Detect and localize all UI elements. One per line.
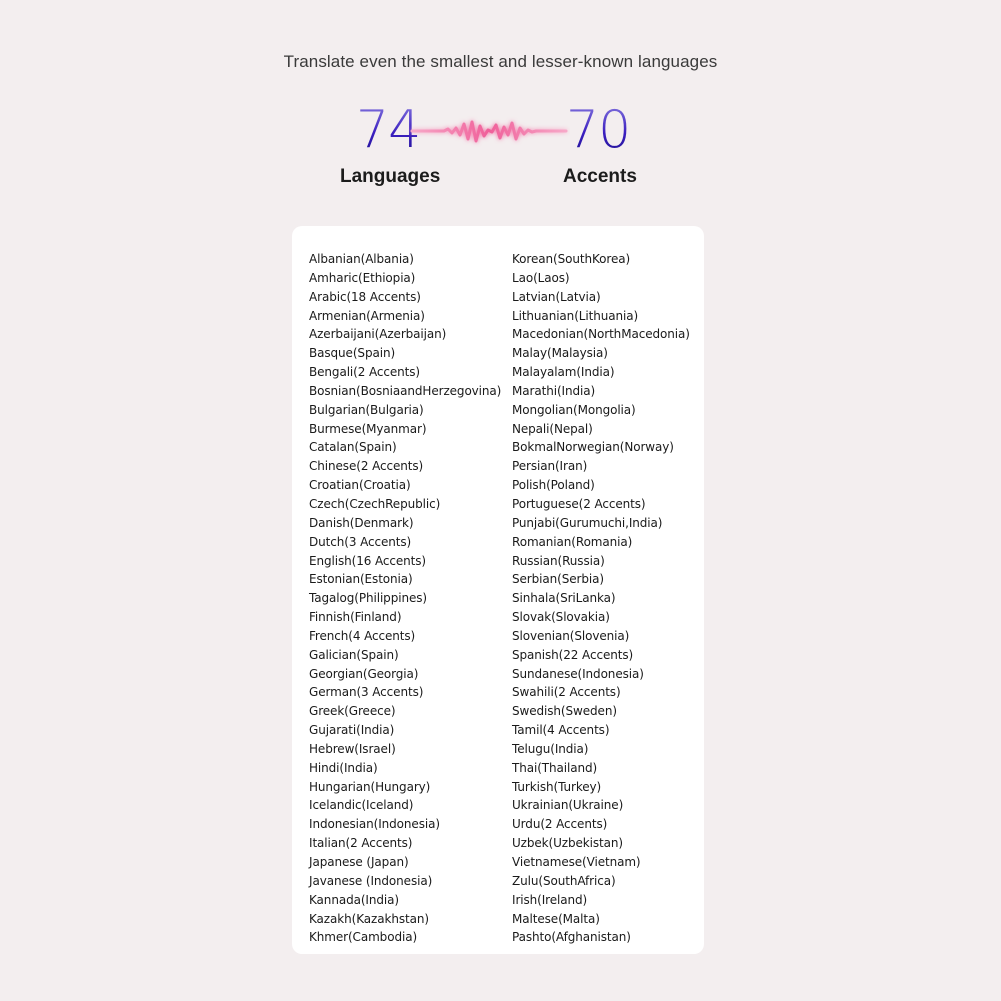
language-item: Albanian(Albania) [309,252,414,266]
language-item: Romanian(Romania) [512,534,633,549]
language-item: Telugu(India) [512,741,589,756]
language-item: Greek(Greece) [309,704,396,719]
language-item: Pashto(Afghanistan) [512,930,631,945]
language-item: Georgian(Georgia) [309,666,419,681]
page-headline: Translate even the smallest and lesser-known languages [283,52,718,71]
language-item: Khmer(Cambodia) [309,930,418,945]
language-item: Czech(CzechRepublic) [309,496,441,511]
accents-count: 70 [566,100,631,160]
language-item: Kazakh(Kazakhstan) [309,911,429,926]
language-item: French(4 Accents) [309,628,416,643]
language-item: Gujarati(India) [309,723,395,738]
accents-label: Accents [563,166,637,187]
language-item: Bosnian(BosniaandHerzegovina) [309,383,502,398]
language-item: Uzbek(Uzbekistan) [512,836,623,851]
language-item: Japanese (Japan) [309,855,409,869]
language-item: Serbian(Serbia) [512,572,604,587]
language-item: Russian(Russia) [512,553,605,568]
language-item: Tamil(4 Accents) [512,723,610,738]
language-item: Arabic(18 Accents) [309,289,421,304]
language-item: Tagalog(Philippines) [309,591,427,606]
language-item: Polish(Poland) [512,478,595,493]
language-item: Bulgarian(Bulgaria) [309,402,424,417]
language-item: English(16 Accents) [309,553,427,568]
language-item: Thai(Thailand) [512,760,598,775]
language-item: Malay(Malaysia) [512,346,608,361]
language-item: Burmese(Myanmar) [309,421,427,436]
language-item: Hebrew(Israel) [309,741,396,756]
language-item: Swahili(2 Accents) [512,685,621,700]
language-item: Macedonian(NorthMacedonia) [512,327,690,342]
language-item: German(3 Accents) [309,685,424,700]
language-item: Swedish(Sweden) [512,704,617,719]
language-item: Korean(SouthKorea) [512,252,631,266]
language-item: Lithuanian(Lithuania) [512,308,639,323]
language-item: Spanish(22 Accents) [512,647,634,662]
language-item: Bengali(2 Accents) [309,365,421,380]
language-item: Chinese(2 Accents) [309,459,424,474]
language-item: Slovenian(Slovenia) [512,628,630,643]
language-item: Croatian(Croatia) [309,478,411,493]
language-item: Urdu(2 Accents) [512,817,608,832]
language-item: Estonian(Estonia) [309,572,413,587]
languages-count: 74 [356,100,421,160]
language-item: Finnish(Finland) [309,610,402,625]
language-item: Marathi(India) [512,383,596,398]
language-item: Hungarian(Hungary) [309,779,431,794]
language-item: Irish(Ireland) [512,892,588,907]
language-item: Kannada(India) [309,892,399,907]
language-item: Javanese (Indonesia) [309,873,433,888]
language-item: Sundanese(Indonesia) [512,666,644,681]
language-item: Vietnamese(Vietnam) [512,855,641,869]
language-item: Zulu(SouthAfrica) [512,873,616,888]
language-list-left [309,250,501,947]
language-item: Galician(Spain) [309,647,399,662]
languages-label: Languages [340,166,441,187]
language-item: BokmalNorwegian(Norway) [512,440,674,455]
language-item: Azerbaijani(Azerbaijan) [309,327,447,342]
language-item: Sinhala(SriLanka) [512,591,616,606]
language-item: Armenian(Armenia) [309,308,425,323]
language-item: Danish(Denmark) [309,515,414,530]
language-item: Hindi(India) [309,760,378,775]
language-list-right [512,250,690,947]
language-item: Maltese(Malta) [512,911,600,926]
language-item: Latvian(Latvia) [512,289,601,304]
language-item: Italian(2 Accents) [309,836,413,851]
language-item: Dutch(3 Accents) [309,534,412,549]
language-item: Punjabi(Gurumuchi,India) [512,515,663,530]
language-item: Indonesian(Indonesia) [309,817,440,832]
language-item: Portuguese(2 Accents) [512,496,646,511]
language-item: Catalan(Spain) [309,440,397,455]
language-item: Amharic(Ethiopia) [309,270,416,285]
soundwave-icon [408,108,570,154]
language-item: Mongolian(Mongolia) [512,402,636,417]
language-item: Basque(Spain) [309,346,396,361]
language-item: Lao(Laos) [512,270,570,285]
language-item: Icelandic(Iceland) [309,798,414,813]
language-item: Ukrainian(Ukraine) [512,798,624,813]
language-list-panel [292,226,704,954]
language-item: Malayalam(India) [512,365,615,380]
language-item: Persian(Iran) [512,459,588,474]
language-item: Turkish(Turkey) [512,779,602,794]
language-item: Slovak(Slovakia) [512,610,610,625]
language-item: Nepali(Nepal) [512,421,593,436]
